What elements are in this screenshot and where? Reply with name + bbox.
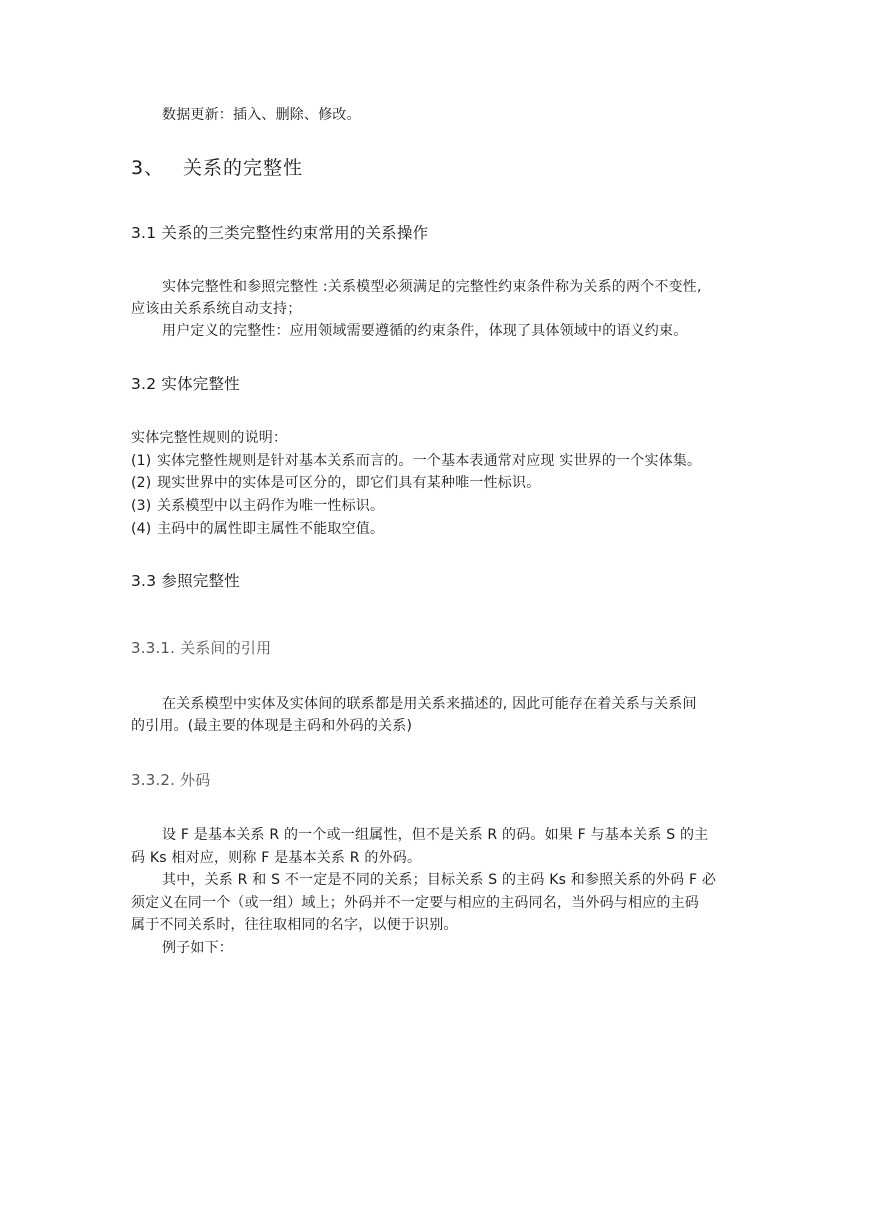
section-3-2-heading: 3.2 实体完整性: [131, 375, 240, 393]
list-item-number: (3): [131, 498, 152, 514]
data-update-line: 数据更新：插入、删除、修改。: [162, 107, 361, 123]
s32-list-item: [131, 518, 384, 540]
list-item-number: (4): [131, 521, 152, 537]
list-item-text: 实体完整性规则是针对基本关系而言的。一个基本表通常对应现 实世界的一个实体集。: [157, 453, 702, 469]
s32-list-item: [131, 495, 384, 517]
s32-list-item: [131, 472, 540, 494]
section-3-1-heading: 3.1 关系的三类完整性约束常用的关系操作: [131, 224, 429, 242]
s332-paragraph2-line1: 其中，关系 R 和 S 不一定是不同的关系；目标关系 S 的主码 Ks 和参照关系的外码 F 必: [162, 872, 717, 888]
section-3-number: 3、: [131, 157, 165, 179]
section-3-3-2-heading: 3.3.2. 外码: [131, 771, 211, 789]
list-item-number: (1): [131, 453, 152, 469]
list-item-text: 主码中的属性即主属性不能取空值。: [157, 521, 385, 537]
s32-list-item: [131, 450, 701, 472]
section-3-heading: [131, 155, 303, 181]
section-3-3-heading: 3.3 参照完整性: [131, 572, 240, 590]
s332-paragraph2-line3: 属于不同关系时，往往取相同的名字，以便于识别。: [131, 917, 458, 933]
s332-paragraph3: 例子如下：: [162, 940, 233, 956]
s331-paragraph-line1: 在关系模型中实体及实体间的联系都是用关系来描述的, 因此可能存在着关系与关系间: [162, 696, 697, 712]
list-item-number: (2): [131, 475, 152, 491]
s31-paragraph1-line1: 实体完整性和参照完整性 :关系模型必须满足的完整性约束条件称为关系的两个不变性,: [162, 279, 702, 295]
s331-paragraph-line2: 的引用。(最主要的体现是主码和外码的关系): [131, 718, 413, 734]
s332-paragraph2-line2: 须定义在同一个（或一组）域上；外码并不一定要与相应的主码同名，当外码与相应的主码: [131, 895, 699, 911]
list-item-text: 关系模型中以主码作为唯一性标识。: [157, 498, 385, 514]
s332-paragraph1-line2: 码 Ks 相对应，则称 F 是基本关系 R 的外码。: [131, 850, 422, 866]
section-3-3-1-heading: 3.3.1. 关系间的引用: [131, 639, 272, 657]
s31-paragraph1-line2: 应该由关系系统自动支持；: [131, 301, 302, 317]
section-3-title: 关系的完整性: [183, 157, 304, 179]
s332-paragraph1-line1: 设 F 是基本关系 R 的一个或一组属性，但不是关系 R 的码。如果 F 与基本关系 S 的主: [162, 827, 709, 843]
s32-intro: 实体完整性规则的说明：: [131, 430, 288, 446]
list-item-text: 现实世界中的实体是可区分的，即它们具有某种唯一性标识。: [157, 475, 541, 491]
s31-paragraph2-line1: 用户定义的完整性：应用领域需要遵循的约束条件，体现了具体领域中的语义约束。: [162, 323, 688, 339]
